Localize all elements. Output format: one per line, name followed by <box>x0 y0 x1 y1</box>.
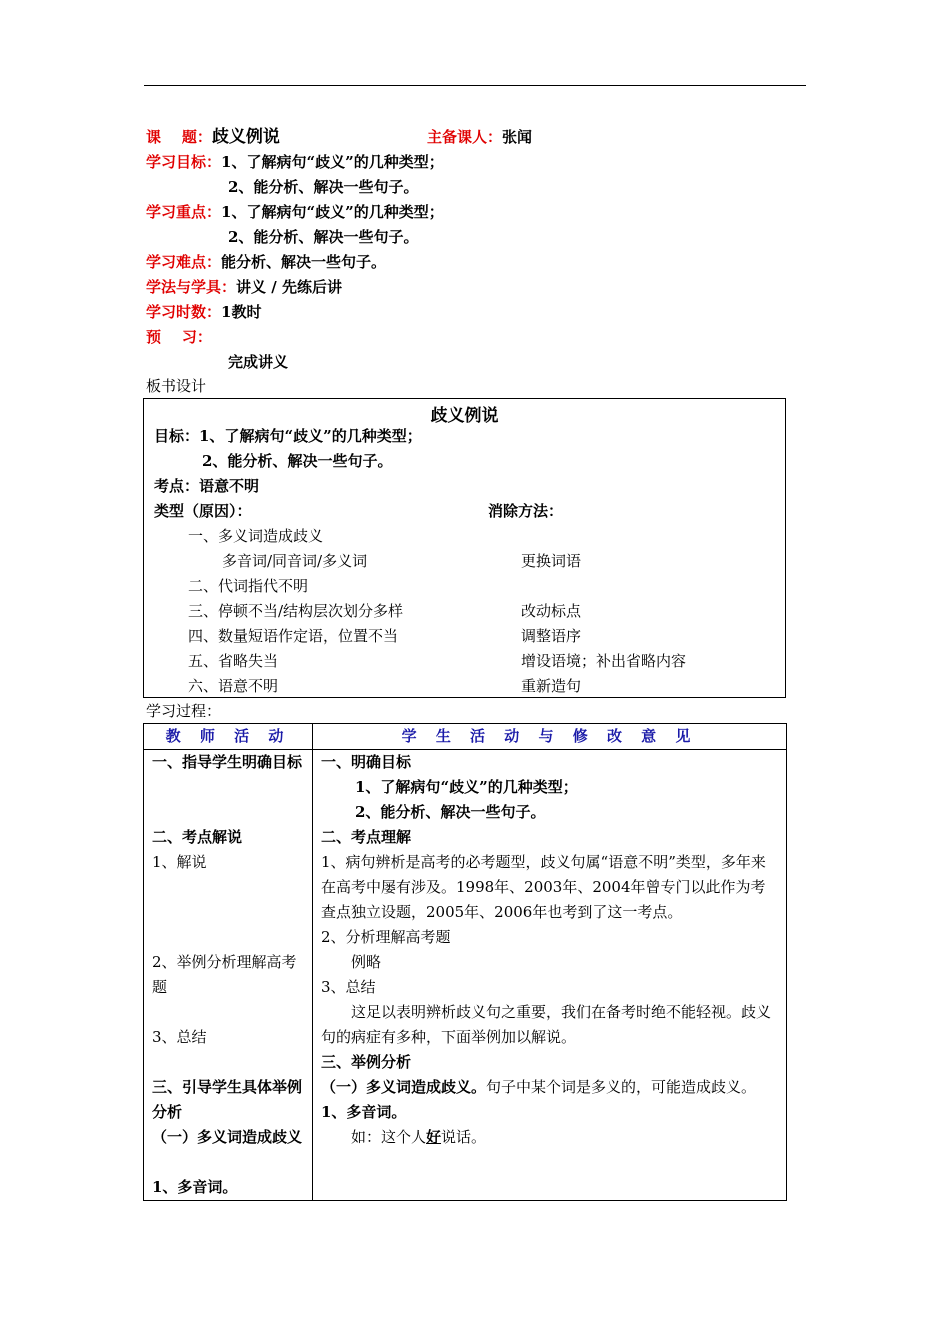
goals-label: 学习目标： <box>146 153 222 171</box>
teacher-step-3-1: （一）多义词造成歧义 <box>152 1128 303 1146</box>
teacher-step-3a: 三、引导学生具体举例 <box>152 1078 303 1096</box>
board-method-row: 调整语序 <box>521 627 582 645</box>
board-section-label: 板书设计 <box>146 377 207 395</box>
process-section-label: 学习过程： <box>146 702 222 720</box>
student-subheading-1-text: 句子中某个词是多义的，可能造成歧义。 <box>486 1078 757 1096</box>
key-2-line <box>228 225 418 250</box>
board-point: 考点：语意不明 <box>154 477 260 495</box>
teacher-column <box>144 750 313 1201</box>
topic-line <box>146 125 280 150</box>
method-label: 学法与学具： <box>146 278 237 296</box>
teacher-step-2-2b: 题 <box>152 978 168 996</box>
board-type-row: 六、语意不明 <box>188 677 279 695</box>
example-suffix: 说话。 <box>441 1128 487 1146</box>
process-table <box>143 723 787 1201</box>
author-label: 主备课人： <box>427 128 503 146</box>
example-prefix: 如：这个人 <box>351 1128 427 1146</box>
board-method-row: 重新造句 <box>521 677 582 695</box>
board-methods-header: 消除方法： <box>488 502 564 520</box>
goal-2: 2、能分析、解决一些句子。 <box>228 178 419 196</box>
topic-title: 歧义例说 <box>211 127 280 147</box>
keys-line <box>146 200 444 225</box>
goal-1: 1、了解病句“歧义”的几种类型； <box>221 153 444 171</box>
difficulty-text: 能分析、解决一些句子。 <box>221 253 387 271</box>
student-example-omitted: 例略 <box>351 953 382 971</box>
teacher-step-2-3: 3、总结 <box>152 1028 207 1046</box>
difficulty-label: 学习难点： <box>146 253 222 271</box>
student-paragraph-2: 这足以表明辨析歧义句之重要，我们在备考时绝不能轻视。歧义句的病症有多种，下面举例加以解说。 <box>321 1003 772 1046</box>
teacher-step-2-1: 1、解说 <box>152 853 207 871</box>
student-goal-1: 1、了解病句“歧义”的几种类型； <box>355 778 578 796</box>
student-paragraph-1: 1、病句辨析是高考的必考题型，歧义句属“语意不明”类型，多年来在高考中屡有涉及。1998年、2003年、2004年曾专门以此作为考查点独立设题，2005年、2006年也考到了这一考点。 <box>321 853 766 921</box>
method-text: 讲义 / 先练后讲 <box>236 278 342 296</box>
preview-line <box>146 325 212 350</box>
hours-label: 学习时数： <box>146 303 222 321</box>
board-method-row: 更换词语 <box>521 552 582 570</box>
topic-label: 课 题： <box>146 128 212 146</box>
student-step-2-2: 2、分析理解高考题 <box>321 928 451 946</box>
student-goal-2: 2、能分析、解决一些句子。 <box>355 803 546 821</box>
author-name: 张闻 <box>502 128 533 146</box>
teacher-step-2-2a: 2、举例分析理解高考 <box>152 953 297 971</box>
key-1: 1、了解病句“歧义”的几种类型； <box>221 203 444 221</box>
process-header-row <box>144 724 787 750</box>
student-column <box>313 750 787 1201</box>
goal-2-line <box>228 175 418 200</box>
board-method-row: 增设语境；补出省略内容 <box>521 652 687 670</box>
teacher-activity-header: 教 师 活 动 <box>144 724 313 750</box>
board-type-row: 二、代词指代不明 <box>188 577 309 595</box>
difficulty-line <box>146 250 386 275</box>
student-subheading-1: （一）多义词造成歧义。 <box>321 1078 487 1096</box>
goals-line <box>146 150 444 175</box>
board-type-row: 一、多义词造成歧义 <box>188 527 324 545</box>
preview-label: 预 习： <box>146 328 212 346</box>
student-step-2: 二、考点理解 <box>321 828 412 846</box>
student-step-2-3: 3、总结 <box>321 978 376 996</box>
board-type-row: 三、停顿不当/结构层次划分多样 <box>188 602 404 620</box>
student-example-line <box>321 1125 778 1150</box>
board-goal-2: 2、能分析、解决一些句子。 <box>202 452 393 470</box>
hours-text: 1教时 <box>221 303 262 321</box>
author-line <box>427 125 532 150</box>
teacher-step-3-1-1: 1、多音词。 <box>152 1178 238 1196</box>
student-step-1: 一、明确目标 <box>321 753 412 771</box>
student-activity-header: 学 生 活 动 与 修 改 意 见 <box>313 724 787 750</box>
hours-line <box>146 300 261 325</box>
board-title: 歧义例说 <box>430 406 499 426</box>
board-type-row: 四、数量短语作定语，位置不当 <box>188 627 399 645</box>
example-key-word: 好 <box>426 1128 442 1146</box>
board-type-row: 五、省略失当 <box>188 652 279 670</box>
preview-text-line <box>228 350 288 375</box>
teacher-step-1: 一、指导学生明确目标 <box>152 753 303 771</box>
method-line <box>146 275 342 300</box>
student-paragraph-3 <box>321 1075 778 1100</box>
keys-label: 学习重点： <box>146 203 222 221</box>
header-rule <box>144 85 806 86</box>
process-body-row <box>144 750 787 1201</box>
board-types-header: 类型（原因）： <box>154 502 252 520</box>
teacher-step-2: 二、考点解说 <box>152 828 243 846</box>
student-step-3: 三、举例分析 <box>321 1053 412 1071</box>
board-goal-1: 目标：1、了解病句“歧义”的几种类型； <box>154 427 422 445</box>
preview-text: 完成讲义 <box>228 353 289 371</box>
teacher-step-3b: 分析 <box>152 1103 183 1121</box>
key-2: 2、能分析、解决一些句子。 <box>228 228 419 246</box>
board-method-row: 改动标点 <box>521 602 582 620</box>
board-design-box <box>143 398 786 698</box>
board-type-row: 多音词/同音词/多义词 <box>222 552 368 570</box>
student-step-3-1-1: 1、多音词。 <box>321 1103 407 1121</box>
